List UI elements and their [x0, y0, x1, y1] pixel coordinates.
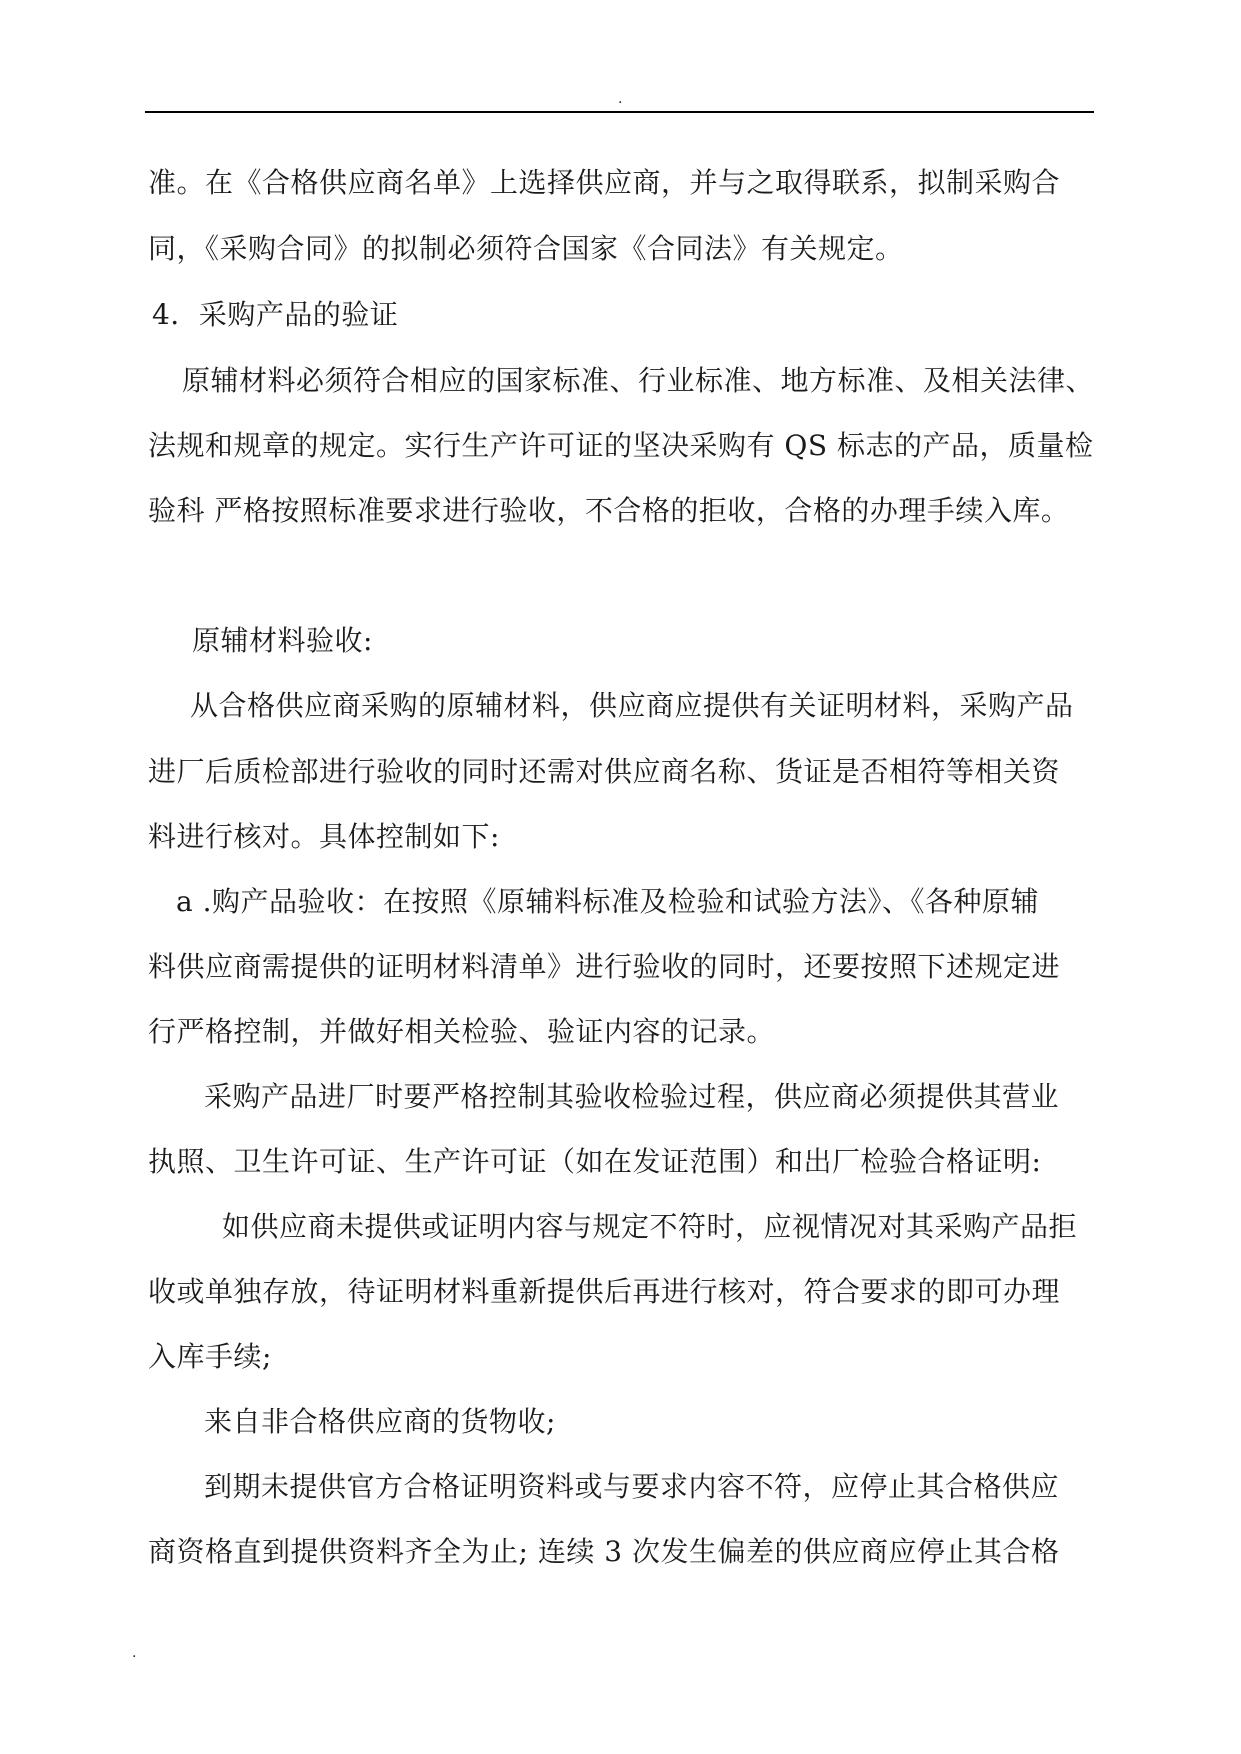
- footer-mark: .: [132, 1645, 137, 1661]
- section-heading: 4．采购产品的验证: [152, 298, 399, 331]
- text-line: 商资格直到提供资料齐全为止; 连续 3 次发生偏差的供应商应停止其合格: [148, 1535, 1060, 1568]
- text-line: 行严格控制，并做好相关检验、验证内容的记录。: [148, 1015, 776, 1048]
- header-rule: [145, 111, 1094, 113]
- text-line: 来自非合格供应商的货物收;: [204, 1405, 556, 1438]
- text-line: 入库手续;: [148, 1340, 272, 1373]
- text-line: 验科 严格按照标准要求进行验收，不合格的拒收，合格的办理手续入库。: [148, 494, 1070, 527]
- text-line: 法规和规章的规定。实行生产许可证的坚决采购有 QS 标志的产品，质量检: [148, 429, 1094, 462]
- text-line: 到期未提供官方合格证明资料或与要求内容不符，应停止其合格供应: [204, 1470, 1060, 1503]
- text-line: 料供应商需提供的证明材料清单》进行验收的同时，还要按照下述规定进: [148, 950, 1061, 983]
- text-line: 执照、卫生许可证、生产许可证（如在发证范围）和出厂检验合格证明:: [148, 1145, 1042, 1178]
- text-line: 同，《采购合同》的拟制必须符合国家《合同法》有关规定。: [148, 232, 904, 265]
- text-line: 料进行核对。具体控制如下:: [148, 820, 500, 853]
- text-line: 采购产品进厂时要严格控制其验收检验过程，供应商必须提供其营业: [204, 1080, 1060, 1113]
- text-line: 原辅材料必须符合相应的国家标准、行业标准、地方标准、及相关法律、: [182, 364, 1095, 397]
- subheading: 原辅材料验收:: [192, 624, 373, 657]
- text-line: 收或单独存放，待证明材料重新提供后再进行核对，符合要求的即可办理: [148, 1275, 1061, 1308]
- text-line: 进厂后质检部进行验收的同时还需对供应商名称、货证是否相符等相关资: [148, 755, 1061, 788]
- text-line: 如供应商未提供或证明内容与规定不符时，应视情况对其采购产品拒: [222, 1210, 1078, 1243]
- header-mark: .: [618, 91, 623, 107]
- text-line: 准。在《合格供应商名单》上选择供应商，并与之取得联系，拟制采购合: [148, 166, 1061, 199]
- text-line: a .购产品验收：在按照《原辅料标准及检验和试验方法》、《各种原辅: [176, 885, 1039, 918]
- text-line: 从合格供应商采购的原辅材料，供应商应提供有关证明材料，采购产品: [190, 689, 1074, 722]
